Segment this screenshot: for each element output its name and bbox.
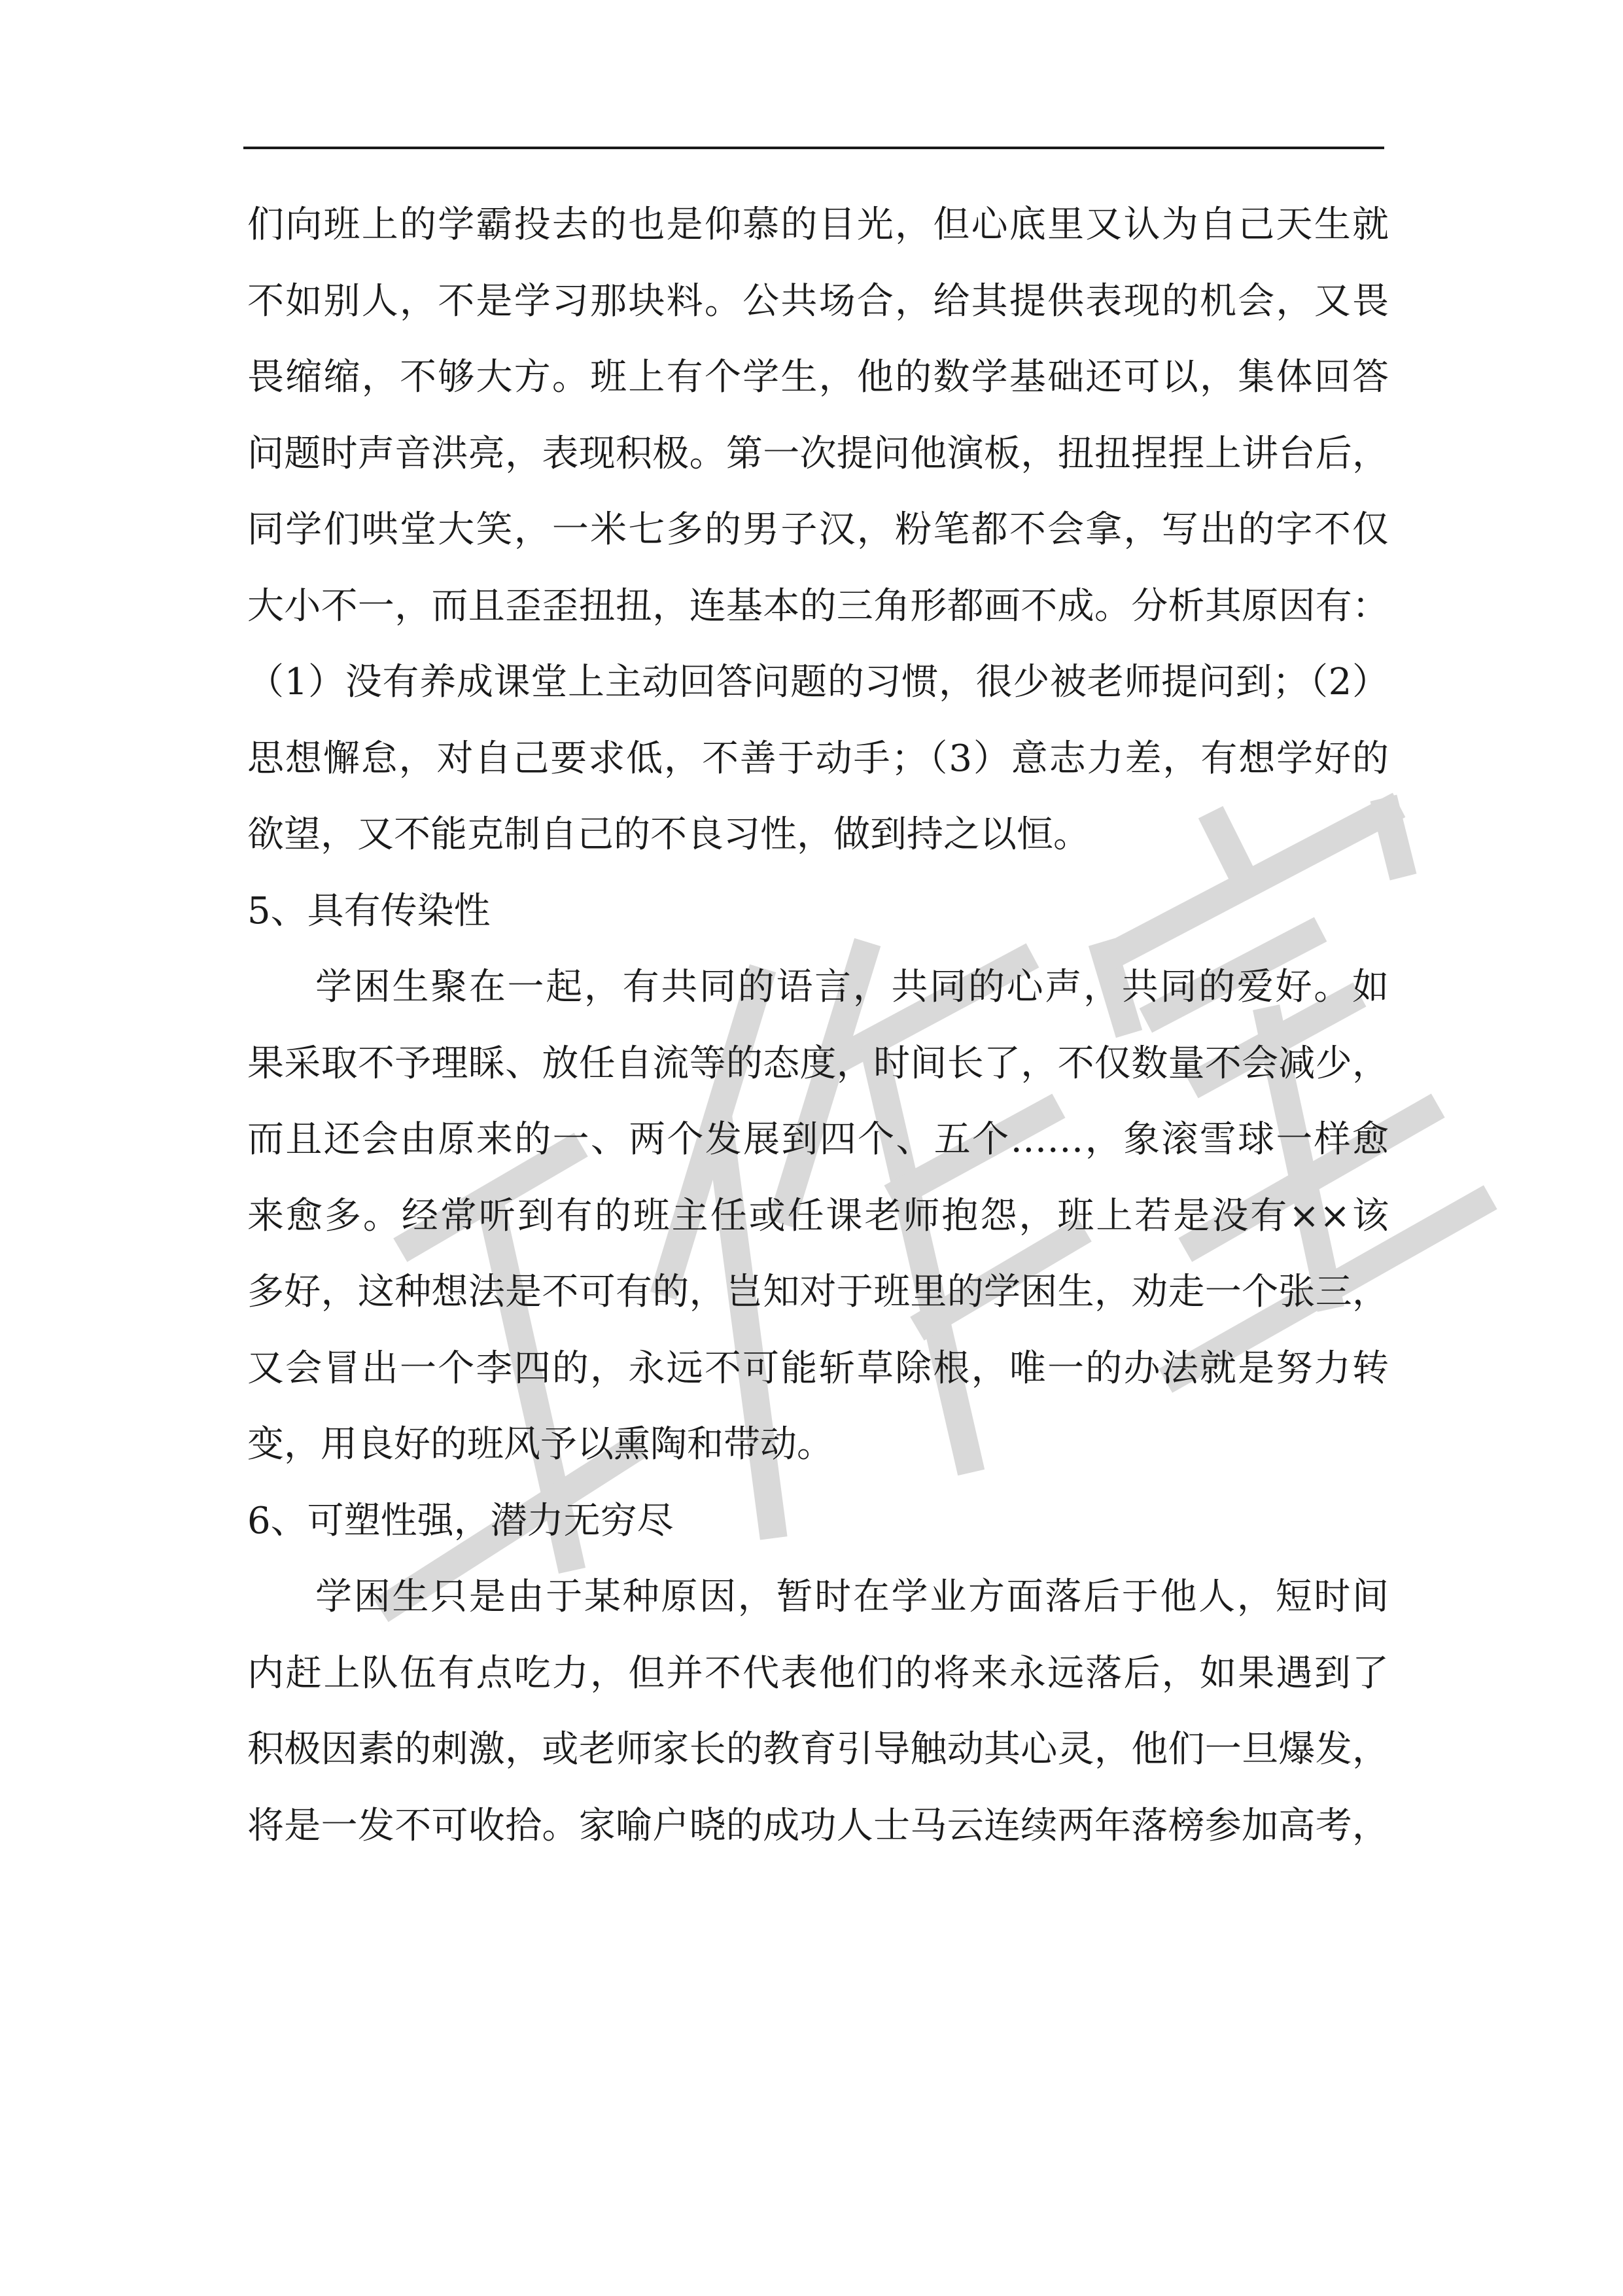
text-line: 们向班上的学霸投去的也是仰慕的目光，但心底里又认为自己天生就 bbox=[247, 203, 1389, 246]
text-line: 变，用良好的班风予以熏陶和带动。 bbox=[247, 1423, 833, 1466]
text-line: 积极因素的刺激，或老师家长的教育引导触动其心灵，他们一旦爆发， bbox=[247, 1728, 1389, 1771]
header-rule bbox=[243, 147, 1384, 149]
text-line: 多好，这种想法是不可有的，岂知对于班里的学困生，劝走一个张三， bbox=[247, 1271, 1389, 1313]
text-line: 内赶上队伍有点吃力，但并不代表他们的将来永远落后，如果遇到了 bbox=[247, 1651, 1389, 1695]
text-line: （1）没有养成课堂上主动回答问题的习惯，很少被老师提问到；（2） bbox=[247, 661, 1389, 703]
text-line: 来愈多。经常听到有的班主任或任课老师抱怨，班上若是没有××该 bbox=[247, 1194, 1389, 1237]
paragraph-1 bbox=[247, 187, 1389, 874]
text-line: 不如别人，不是学习那块料。公共场合，给其提供表现的机会，又畏 bbox=[247, 279, 1389, 323]
text-line: 又会冒出一个李四的，永远不可能斩草除根，唯一的办法就是努力转 bbox=[247, 1347, 1389, 1390]
paragraph-3 bbox=[247, 1559, 1389, 1864]
text-line: 同学们哄堂大笑，一米七多的男子汉，粉笔都不会拿，写出的字不仅 bbox=[247, 508, 1389, 551]
text-line: 问题时声音洪亮，表现积极。第一次提问他演板，扭扭捏捏上讲台后， bbox=[247, 432, 1389, 475]
text-line: 畏缩缩，不够大方。班上有个学生，他的数学基础还可以，集体回答 bbox=[247, 356, 1389, 398]
text-line: 大小不一，而且歪歪扭扭，连基本的三角形都画不成。分析其原因有： bbox=[247, 584, 1389, 627]
text-line: 欲望，又不能克制自己的不良习性，做到持之以恒。 bbox=[247, 813, 1090, 856]
document-body bbox=[247, 187, 1389, 1864]
paragraph-2 bbox=[247, 949, 1389, 1483]
text-line: 学困生聚在一起，有共同的语言，共同的心声，共同的爱好。如 bbox=[315, 966, 1389, 1008]
text-line: 将是一发不可收拾。家喻户晓的成功人士马云连续两年落榜参加高考， bbox=[247, 1804, 1389, 1847]
section-heading-5: 5、具有传染性 bbox=[247, 889, 491, 932]
text-line: 思想懈怠，对自己要求低，不善于动手；（3）意志力差，有想学好的 bbox=[247, 737, 1389, 780]
text-line: 而且还会由原来的一、两个发展到四个、五个……，象滚雪球一样愈 bbox=[247, 1118, 1389, 1161]
text-line: 学困生只是由于某种原因，暂时在学业方面落后于他人，短时间 bbox=[315, 1576, 1389, 1618]
section-heading-6: 6、可塑性强，潜力无穷尽 bbox=[247, 1499, 674, 1542]
text-line: 果采取不予理睬、放任自流等的态度，时间长了，不仅数量不会减少， bbox=[247, 1042, 1389, 1085]
